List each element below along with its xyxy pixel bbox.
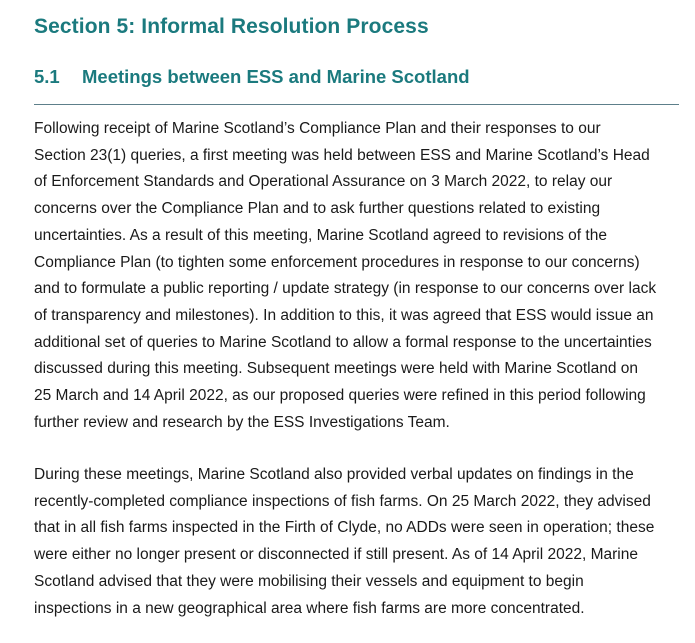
paragraph-line: further review and research by the ESS Investigations Team. <box>34 413 450 431</box>
paragraph-line: concerns over the Compliance Plan and to ask further questions related to existing <box>34 200 601 218</box>
paragraph-line: of Enforcement Standards and Operational Assurance on 3 March 2022, to relay our <box>34 173 613 191</box>
paragraph-line: recently-completed compliance inspections of fish farms. On 25 March 2022, they advised <box>34 492 651 510</box>
paragraph-line: and to formulate a public reporting / update strategy (in response to our concerns over lack <box>34 280 657 298</box>
paragraph-line: were either no longer present or disconnected if still present. As of 14 April 2022, Marine <box>34 546 638 564</box>
paragraph-verbal-updates <box>34 462 682 622</box>
paragraph-line: additional set of queries to Marine Scotland to allow a formal response to the uncertainties <box>34 333 652 351</box>
paragraph-line: that in all fish farms inspected in the Firth of Clyde, no ADDs were seen in operation; these <box>34 519 655 537</box>
paragraph-meetings <box>34 116 682 436</box>
subsection-title: Meetings between ESS and Marine Scotland <box>82 66 470 87</box>
paragraph-line: 25 March and 14 April 2022, as our proposed queries were refined in this period following <box>34 387 646 405</box>
subsection-number: 5.1 <box>34 66 60 87</box>
section-title: Section 5: Informal Resolution Process <box>34 15 429 38</box>
paragraph-line: of transparency and milestones). In addition to this, it was agreed that ESS would issue an <box>34 306 654 324</box>
paragraph-line: discussed during this meeting. Subsequent meetings were held with Marine Scotland on <box>34 360 638 378</box>
paragraph-line: Compliance Plan (to tighten some enforcement procedures in response to our concerns) <box>34 253 640 271</box>
paragraph-line: inspections in a new geographical area where fish farms are more concentrated. <box>34 599 585 617</box>
paragraph-line: During these meetings, Marine Scotland also provided verbal updates on findings in the <box>34 466 634 483</box>
paragraph-line: uncertainties. As a result of this meeting, Marine Scotland agreed to revisions of the <box>34 226 607 244</box>
paragraph-line: Section 23(1) queries, a first meeting was held between ESS and Marine Scotland’s Head <box>34 146 650 164</box>
subsection-heading <box>34 66 679 105</box>
paragraph-line: Following receipt of Marine Scotland’s Compliance Plan and their responses to our <box>34 120 601 137</box>
paragraph-line: Scotland advised that they were mobilising their vessels and equipment to begin <box>34 572 584 590</box>
